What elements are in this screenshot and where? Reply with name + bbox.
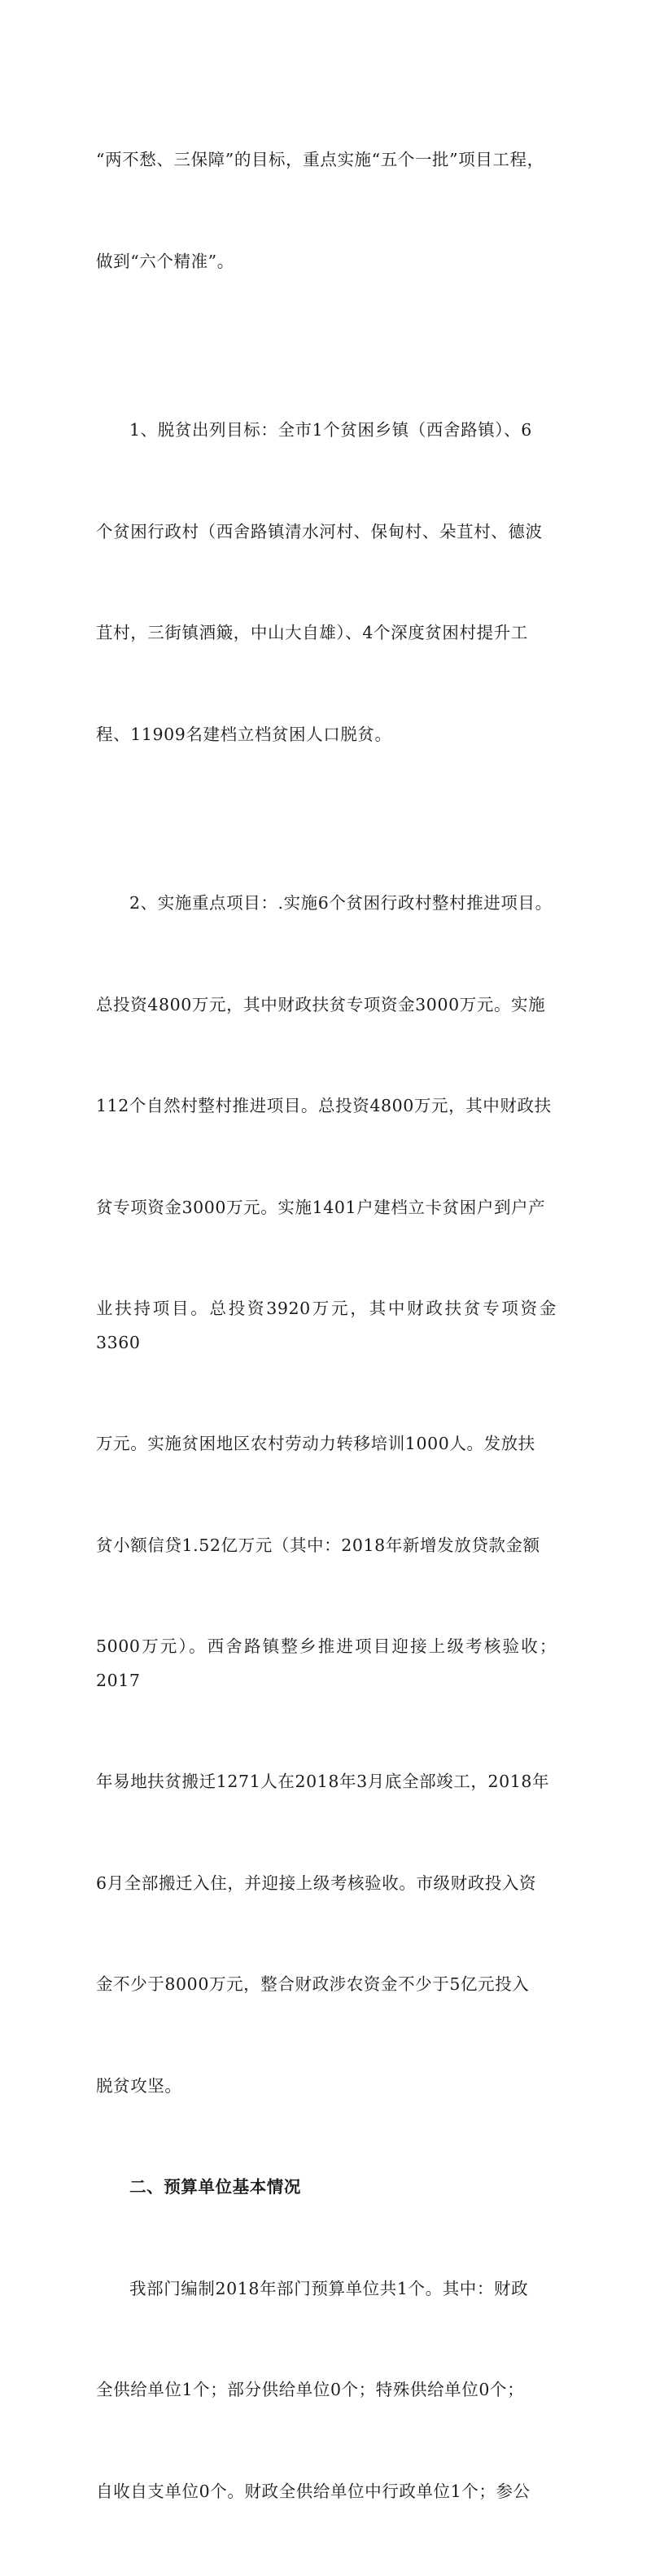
text-line: 做到“六个精准”。 (96, 245, 557, 279)
text-line: 程、11909名建档立档贫困人口脱贫。 (96, 718, 557, 752)
text-line: 1、脱贫出列目标：全市1个贫困乡镇（西舍路镇）、6 (96, 414, 557, 448)
text-line: 总投资4800万元，其中财政扶贫专项资金3000万元。实施 (96, 988, 557, 1023)
text-line: 全供给单位1个；部分供给单位0个；特殊供给单位0个； (96, 2373, 557, 2407)
section-paragraph (96, 2205, 557, 2576)
intro-paragraph (96, 76, 557, 346)
text-line: 2、实施重点项目：.实施6个贫困行政村整村推进项目。 (96, 887, 557, 921)
item-1-paragraph (96, 346, 557, 819)
document-page (96, 76, 557, 2576)
text-line: 5000万元）。西舍路镇整乡推进项目迎接上级考核验收；2017 (96, 1630, 557, 1698)
text-line: 贫专项资金3000万元。实施1401户建档立卡贫困户到户产 (96, 1191, 557, 1225)
text-line: 自收自支单位0个。财政全供给单位中行政单位1个；参公 (96, 2475, 557, 2509)
text-line: 我部门编制2018年部门预算单位共1个。其中：财政 (96, 2272, 557, 2307)
text-line: 贫小额信贷1.52亿万元（其中：2018年新增发放贷款金额 (96, 1529, 557, 1563)
item-2-paragraph (96, 819, 557, 2171)
section-heading: 二、预算单位基本情况 (96, 2171, 557, 2205)
text-line: 脱贫攻坚。 (96, 2070, 557, 2104)
text-line: 业扶持项目。总投资3920万元，其中财政扶贫专项资金3360 (96, 1292, 557, 1360)
text-line: “两不愁、三保障”的目标，重点实施“五个一批”项目工程， (96, 143, 557, 177)
text-line: 年易地扶贫搬迁1271人在2018年3月底全部竣工，2018年 (96, 1765, 557, 1799)
text-line: 万元。实施贫困地区农村劳动力转移培训1000人。发放扶 (96, 1427, 557, 1461)
text-line: 苴村，三街镇酒簸，中山大自雄）、4个深度贫困村提升工 (96, 616, 557, 651)
text-line: 金不少于8000万元，整合财政涉农资金不少于5亿元投入 (96, 1968, 557, 2002)
text-line: 6月全部搬迁入住，并迎接上级考核验收。市级财政投入资 (96, 1867, 557, 1901)
text-line: 112个自然村整村推进项目。总投资4800万元，其中财政扶 (96, 1089, 557, 1124)
text-line: 个贫困行政村（西舍路镇清水河村、保甸村、朵苴村、德波 (96, 515, 557, 550)
